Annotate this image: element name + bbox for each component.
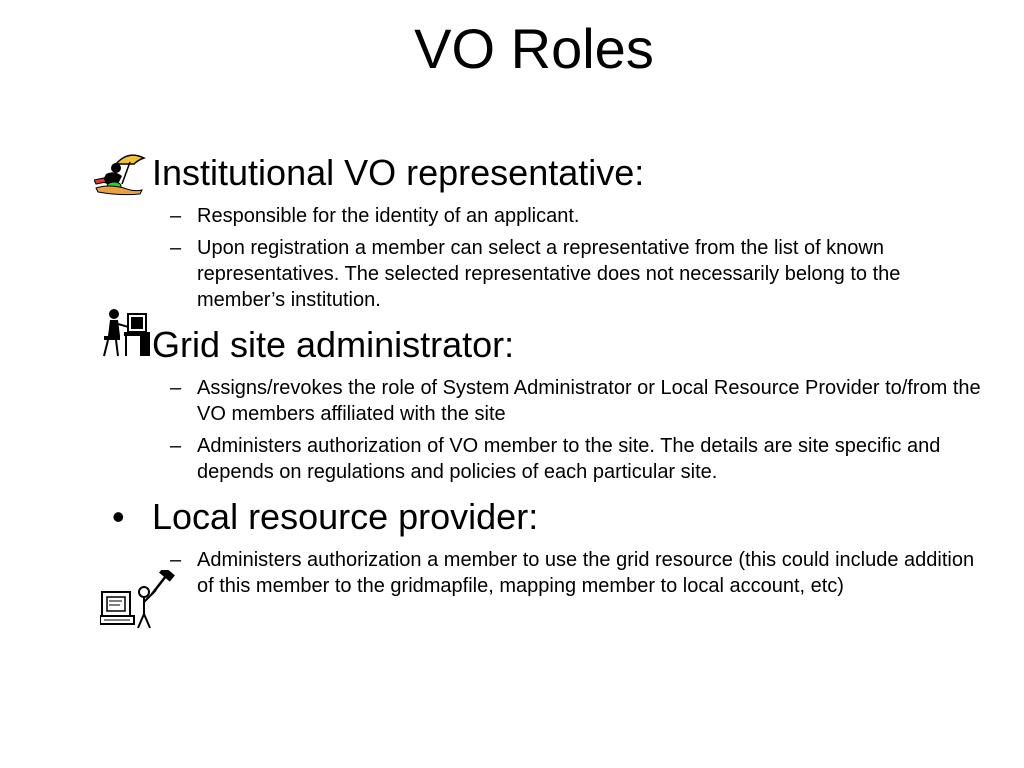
dash-marker: – xyxy=(170,549,182,571)
dash-marker: – xyxy=(170,435,182,457)
dash-marker: – xyxy=(170,377,182,399)
list-item xyxy=(170,203,990,229)
section-heading-grid-site: Grid site administrator: xyxy=(152,324,515,365)
sub-list-institutional xyxy=(170,203,990,319)
section-heading-institutional: Institutional VO representative: xyxy=(152,152,645,193)
list-item xyxy=(170,375,990,427)
sub-list-local-resource xyxy=(170,547,990,605)
list-item-text: Responsible for the identity of an applicant. xyxy=(197,205,580,227)
list-item xyxy=(170,547,990,599)
list-item-text: Upon registration a member can select a representative from the list of known representatives. The selected representative does not necessarily belong to the member’s institution. xyxy=(197,237,901,311)
list-item-text: Administers authorization of VO member to the site. The details are site specific and depends on regulations and policies of each particular site. xyxy=(197,435,941,483)
list-item-text: Assigns/revokes the role of System Administrator or Local Resource Provider to/from the VO members affiliated with the site xyxy=(197,377,981,425)
list-item-text: Administers authorization a member to use the grid resource (this could include addition of this member to the gridmapfile, mapping member to local account, etc) xyxy=(197,549,975,597)
person-at-computer-icon xyxy=(100,306,150,358)
list-item xyxy=(170,433,990,485)
list-item xyxy=(170,235,990,313)
dash-marker: – xyxy=(170,237,182,259)
section-heading-local-resource: Local resource provider: xyxy=(152,496,539,537)
sub-list-grid-site xyxy=(170,375,990,491)
bullet-marker: • xyxy=(112,496,125,537)
slide-title: VO Roles xyxy=(414,17,654,80)
sunbather-reading-icon xyxy=(94,150,146,196)
person-hammering-computer-icon xyxy=(100,570,176,630)
dash-marker: – xyxy=(170,205,182,227)
